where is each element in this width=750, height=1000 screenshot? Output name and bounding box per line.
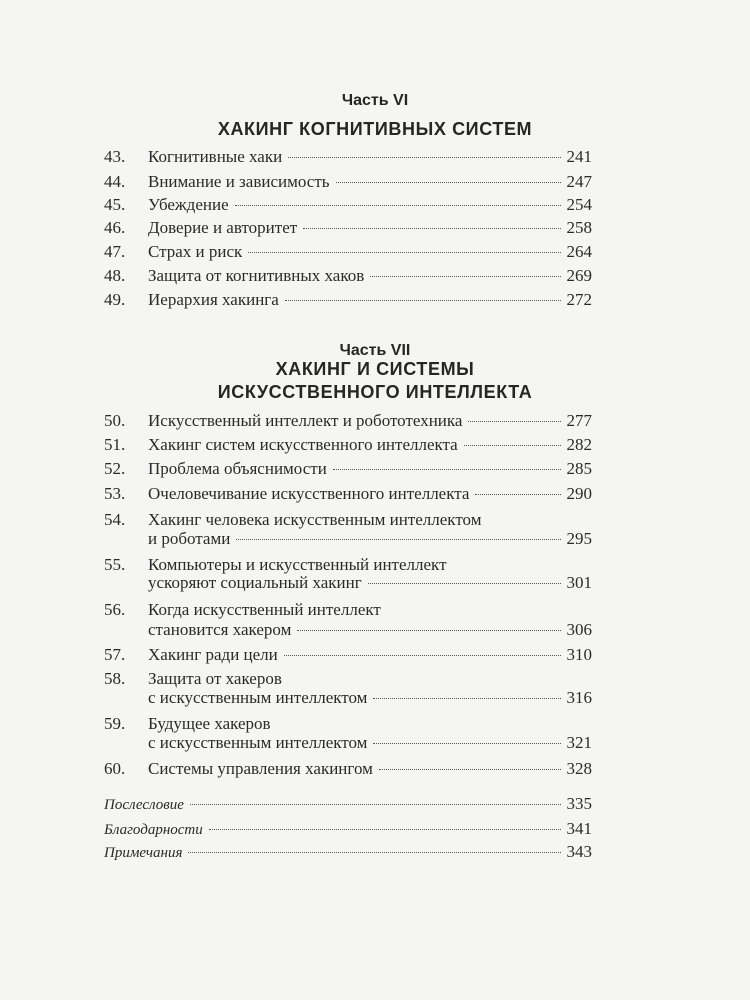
chapter-page: 316 (566, 688, 592, 707)
part-6-title: ХАКИНГ КОГНИТИВНЫХ СИСТЕМ (217, 119, 533, 139)
chapter-title: Страх и риск (148, 242, 243, 261)
chapter-title: Хакинг ради цели (148, 645, 278, 664)
dot-leader (190, 804, 561, 805)
toc-backmatter-entry (104, 840, 592, 864)
part-7-title-line-1: ХАКИНГ И СИСТЕМЫ (275, 359, 475, 379)
chapter-title: Когда искусственный интеллект (148, 600, 381, 619)
chapter-number: 52. (104, 459, 126, 478)
chapter-page: 295 (566, 529, 592, 548)
toc-entry (104, 264, 592, 288)
chapter-page: 272 (566, 290, 592, 309)
chapter-page: 258 (566, 218, 592, 237)
chapter-number: 47. (104, 242, 126, 261)
chapter-page: 241 (566, 147, 592, 166)
backmatter-title: Примечания (104, 845, 183, 861)
chapter-title-continuation: и роботами (148, 529, 231, 548)
toc-entry (104, 216, 592, 240)
chapter-page: 306 (566, 620, 592, 639)
chapter-number: 54. (104, 510, 126, 529)
chapter-title-continuation: с искусственным интеллектом (148, 688, 368, 707)
backmatter-page: 335 (566, 794, 592, 813)
chapter-number: 57. (104, 645, 126, 664)
chapter-title: Внимание и зависимость (148, 172, 330, 191)
chapter-number: 44. (104, 172, 126, 191)
dot-leader (285, 300, 561, 301)
toc-entry (104, 240, 592, 264)
chapter-page: 247 (566, 172, 592, 191)
chapter-number: 58. (104, 669, 126, 688)
chapter-number: 55. (104, 555, 126, 574)
chapter-title: Иерархия хакинга (148, 290, 279, 309)
dot-leader (209, 829, 561, 830)
chapter-number: 49. (104, 290, 126, 309)
toc-entry-continuation (148, 571, 592, 595)
chapter-title-continuation: с искусственным интеллектом (148, 733, 368, 752)
chapter-title: Искусственный интеллект и робототехника (148, 411, 463, 430)
dot-leader (333, 469, 561, 470)
dot-leader (235, 205, 561, 206)
chapter-page: 301 (566, 573, 592, 592)
dot-leader (468, 421, 560, 422)
chapter-number: 46. (104, 218, 126, 237)
dot-leader (297, 630, 560, 631)
dot-leader (379, 769, 561, 770)
toc-entry (104, 193, 592, 217)
chapter-number: 56. (104, 600, 126, 619)
chapter-title-continuation: становится хакером (148, 620, 292, 639)
chapter-page: 328 (566, 759, 592, 778)
backmatter-title: Послесловие (104, 797, 184, 813)
chapter-number: 45. (104, 195, 126, 214)
dot-leader (248, 252, 560, 253)
chapter-page: 269 (566, 266, 592, 285)
toc-backmatter-entry (104, 817, 592, 841)
chapter-title: Будущее хакеров (148, 714, 271, 733)
chapter-title: Проблема объяснимости (148, 459, 327, 478)
dot-leader (336, 182, 561, 183)
dot-leader (188, 852, 560, 853)
backmatter-page: 343 (566, 842, 592, 861)
chapter-title: Доверие и авторитет (148, 218, 298, 237)
dot-leader (303, 228, 560, 229)
chapter-title: Хакинг человека искусственным интеллектом (148, 510, 482, 529)
chapter-page: 282 (566, 435, 592, 454)
part-6-label: Часть VI (341, 92, 409, 109)
dot-leader (464, 445, 561, 446)
dot-leader (368, 583, 561, 584)
toc-entry (104, 757, 592, 781)
backmatter-title: Благодарности (104, 822, 203, 838)
dot-leader (284, 655, 561, 656)
toc-entry (104, 433, 592, 457)
chapter-page: 310 (566, 645, 592, 664)
chapter-title: Убеждение (148, 195, 229, 214)
chapter-page: 321 (566, 733, 592, 752)
chapter-number: 59. (104, 714, 126, 733)
chapter-number: 48. (104, 266, 126, 285)
chapter-title: Очеловечивание искусственного интеллекта (148, 484, 470, 503)
toc-entry (104, 643, 592, 667)
chapter-number: 60. (104, 759, 126, 778)
chapter-number: 51. (104, 435, 126, 454)
toc-entry (104, 482, 592, 506)
chapter-title-continuation: ускоряют социальный хакинг (148, 573, 362, 592)
toc-entry (104, 170, 592, 194)
chapter-title: Защита от хакеров (148, 669, 282, 688)
dot-leader (370, 276, 560, 277)
part-7-label: Часть VII (339, 342, 411, 359)
part-7-title-line-2: ИСКУССТВЕННОГО ИНТЕЛЛЕКТА (217, 382, 533, 402)
chapter-number: 50. (104, 411, 126, 430)
dot-leader (373, 698, 560, 699)
chapter-number: 43. (104, 147, 126, 166)
toc-entry-continuation (148, 618, 592, 642)
chapter-number: 53. (104, 484, 126, 503)
chapter-page: 264 (566, 242, 592, 261)
toc-entry-continuation (148, 686, 592, 710)
dot-leader (475, 494, 560, 495)
chapter-page: 277 (566, 411, 592, 430)
chapter-page: 290 (566, 484, 592, 503)
chapter-page: 254 (566, 195, 592, 214)
chapter-title: Компьютеры и искусственный интеллект (148, 555, 447, 574)
toc-entry (104, 145, 592, 169)
dot-leader (236, 539, 560, 540)
toc-entry-continuation (148, 731, 592, 755)
chapter-page: 285 (566, 459, 592, 478)
toc-entry (104, 288, 592, 312)
chapter-title: Защита от когнитивных хаков (148, 266, 365, 285)
chapter-title: Хакинг систем искусственного интеллекта (148, 435, 458, 454)
dot-leader (373, 743, 560, 744)
backmatter-page: 341 (566, 819, 592, 838)
chapter-title: Когнитивные хаки (148, 147, 283, 166)
chapter-title: Системы управления хакингом (148, 759, 373, 778)
toc-entry (104, 409, 592, 433)
dot-leader (288, 157, 560, 158)
toc-entry (104, 457, 592, 481)
toc-entry-continuation (148, 527, 592, 551)
toc-backmatter-entry (104, 792, 592, 816)
